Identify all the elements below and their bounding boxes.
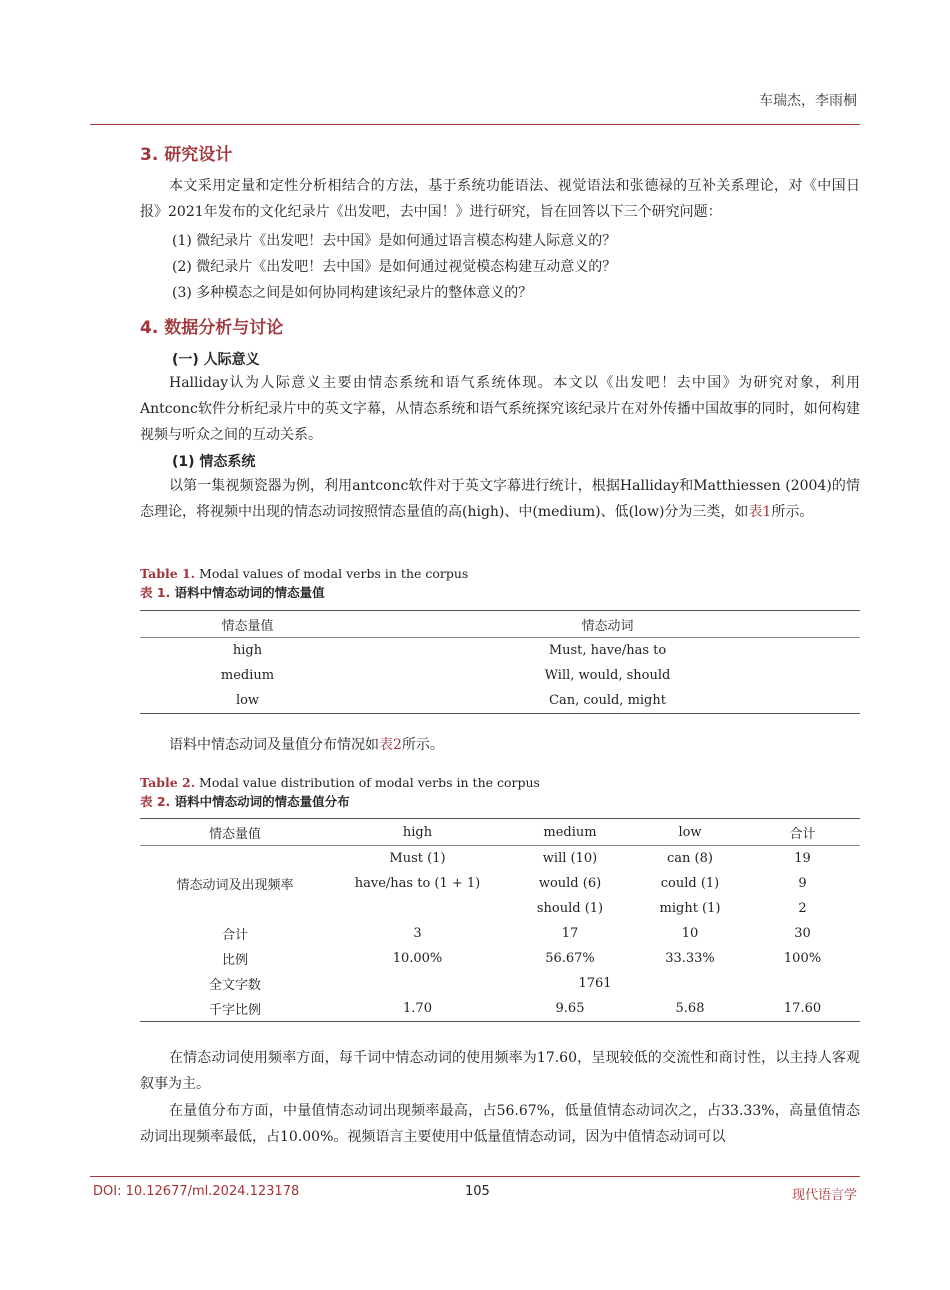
table-cell: 33.33% bbox=[665, 951, 715, 966]
table1-caption-cn: 表 1. 语料中情态动词的情态量值 bbox=[140, 585, 325, 600]
modality-paragraph: 以第一集视频瓷器为例，利用antconc软件对于英文字幕进行统计，根据Halliday和Matthiessen (2004)的情态理论，将视频中出现的情态动词按照情态量值的高(high)、中(medium)、低(low)分为三类，如表1所示。 bbox=[140, 478, 860, 520]
research-question-2: (2) 微纪录片《出发吧！去中国》是如何通过视觉模态构建互动意义的？ bbox=[172, 259, 617, 275]
table-row bbox=[140, 638, 860, 664]
table-cell: can (8) bbox=[667, 851, 713, 866]
header-authors: 车瑞杰，李雨桐 bbox=[759, 93, 857, 109]
table-row bbox=[140, 846, 860, 872]
table2-header: medium bbox=[505, 819, 635, 846]
table-cell: 17 bbox=[561, 926, 579, 941]
table-cell: should (1) bbox=[536, 901, 604, 916]
table-cell: could (1) bbox=[660, 876, 720, 891]
table2-header: high bbox=[330, 819, 505, 846]
table-cell: medium bbox=[220, 668, 275, 683]
table-cell: Can, could, might bbox=[355, 688, 860, 714]
table-cell: 全文字数 bbox=[208, 978, 261, 993]
table2-header: low bbox=[635, 819, 745, 846]
table-cell: 56.67% bbox=[545, 951, 595, 966]
footer-divider bbox=[90, 1176, 860, 1177]
footer-doi[interactable]: DOI: 10.12677/ml.2024.123178 bbox=[93, 1184, 300, 1199]
table1-header: 情态量值 bbox=[140, 611, 355, 638]
table1 bbox=[140, 610, 860, 714]
subsection-modality: (1) 情态系统 bbox=[172, 454, 256, 470]
table-row bbox=[140, 971, 860, 996]
table-cell: 100% bbox=[783, 951, 822, 966]
table2-header: 合计 bbox=[745, 819, 860, 846]
table-cell: 合计 bbox=[221, 928, 248, 943]
section-3-title: 3. 研究设计 bbox=[140, 145, 233, 165]
table-row bbox=[140, 946, 860, 971]
table-cell: Will, would, should bbox=[544, 668, 671, 683]
table-cell: 10 bbox=[681, 926, 699, 941]
table-cell: Must, have/has to bbox=[548, 643, 667, 658]
footer-page-number: 105 bbox=[465, 1184, 490, 1199]
distribution-paragraph: 在量值分布方面，中量值情态动词出现频率最高，占56.67%，低量值情态动词次之，占33.33%，高量值情态动词出现频率最低，占10.00%。视频语言主要使用中低量值情态动词，因为中值情态动词可以 bbox=[140, 1103, 860, 1145]
table-cell: have/has to (1 + 1) bbox=[354, 876, 481, 891]
table2-reference-link[interactable]: 表2 bbox=[379, 737, 402, 753]
table-row-label: 情态动词及出现频率 bbox=[176, 878, 294, 893]
table-cell: 19 bbox=[794, 851, 811, 866]
table-cell: high bbox=[232, 643, 263, 658]
table-cell: 1761 bbox=[578, 976, 612, 991]
table-cell: will (10) bbox=[542, 851, 598, 866]
table-row bbox=[140, 688, 860, 714]
table-cell: 2 bbox=[798, 901, 807, 916]
table-row bbox=[140, 996, 860, 1022]
section-4-title: 4. 数据分析与讨论 bbox=[140, 318, 284, 338]
table-cell: 5.68 bbox=[635, 996, 745, 1022]
table-row bbox=[140, 921, 860, 946]
table-cell: 3 bbox=[413, 926, 422, 941]
header-divider bbox=[90, 124, 860, 125]
table2-header: 情态量值 bbox=[140, 819, 330, 846]
table-row bbox=[140, 663, 860, 688]
frequency-paragraph: 在情态动词使用频率方面，每千词中情态动词的使用频率为17.60，呈现较低的交流性和商讨性，以主持人客观叙事为主。 bbox=[140, 1050, 860, 1092]
table-cell: 千字比例 bbox=[140, 996, 330, 1022]
table-cell: 10.00% bbox=[392, 951, 443, 966]
table2-caption-en: Table 2. Modal value distribution of modal verbs in the corpus bbox=[140, 775, 540, 790]
table-cell: would (6) bbox=[538, 876, 602, 891]
table2-caption-cn: 表 2. 语料中情态动词的情态量值分布 bbox=[140, 794, 350, 809]
table-cell: Must (1) bbox=[389, 851, 446, 866]
table1-reference-link[interactable]: 表1 bbox=[748, 504, 772, 520]
table-cell: 1.70 bbox=[330, 996, 505, 1022]
research-question-1: (1) 微纪录片《出发吧！去中国》是如何通过语言模态构建人际意义的？ bbox=[172, 233, 617, 249]
table1-header: 情态动词 bbox=[355, 611, 860, 638]
table2 bbox=[140, 818, 860, 1022]
table2-intro-paragraph: 语料中情态动词及量值分布情况如表2所示。 bbox=[169, 737, 444, 753]
subsection-interpersonal: (一) 人际意义 bbox=[172, 352, 260, 368]
interpersonal-paragraph: Halliday认为人际意义主要由情态系统和语气系统体现。本文以《出发吧！去中国》为研究对象，利用Antconc软件分析纪录片中的英文字幕，从情态系统和语气系统探究该纪录片在对外传播中国故事的同时，如何构建视频与听众之间的互动关系。 bbox=[140, 375, 860, 443]
section-3-paragraph: 本文采用定量和定性分析相结合的方法，基于系统功能语法、视觉语法和张德禄的互补关系理论，对《中国日报》2021年发布的文化纪录片《出发吧，去中国！》进行研究，旨在回答以下三个研究问题： bbox=[140, 178, 860, 220]
research-question-3: (3) 多种模态之间是如何协同构建该纪录片的整体意义的？ bbox=[172, 285, 533, 301]
table-cell: low bbox=[140, 688, 355, 714]
table-cell: 9.65 bbox=[505, 996, 635, 1022]
table-cell: might (1) bbox=[659, 901, 721, 916]
table-cell: 比例 bbox=[221, 953, 248, 968]
table-cell bbox=[330, 896, 505, 921]
table-cell: 17.60 bbox=[745, 996, 860, 1022]
table-cell: 30 bbox=[794, 926, 811, 941]
footer-journal[interactable]: 现代语言学 bbox=[791, 1188, 857, 1203]
table1-caption-en: Table 1. Modal values of modal verbs in the corpus bbox=[140, 566, 469, 581]
table-cell: 9 bbox=[798, 876, 807, 891]
